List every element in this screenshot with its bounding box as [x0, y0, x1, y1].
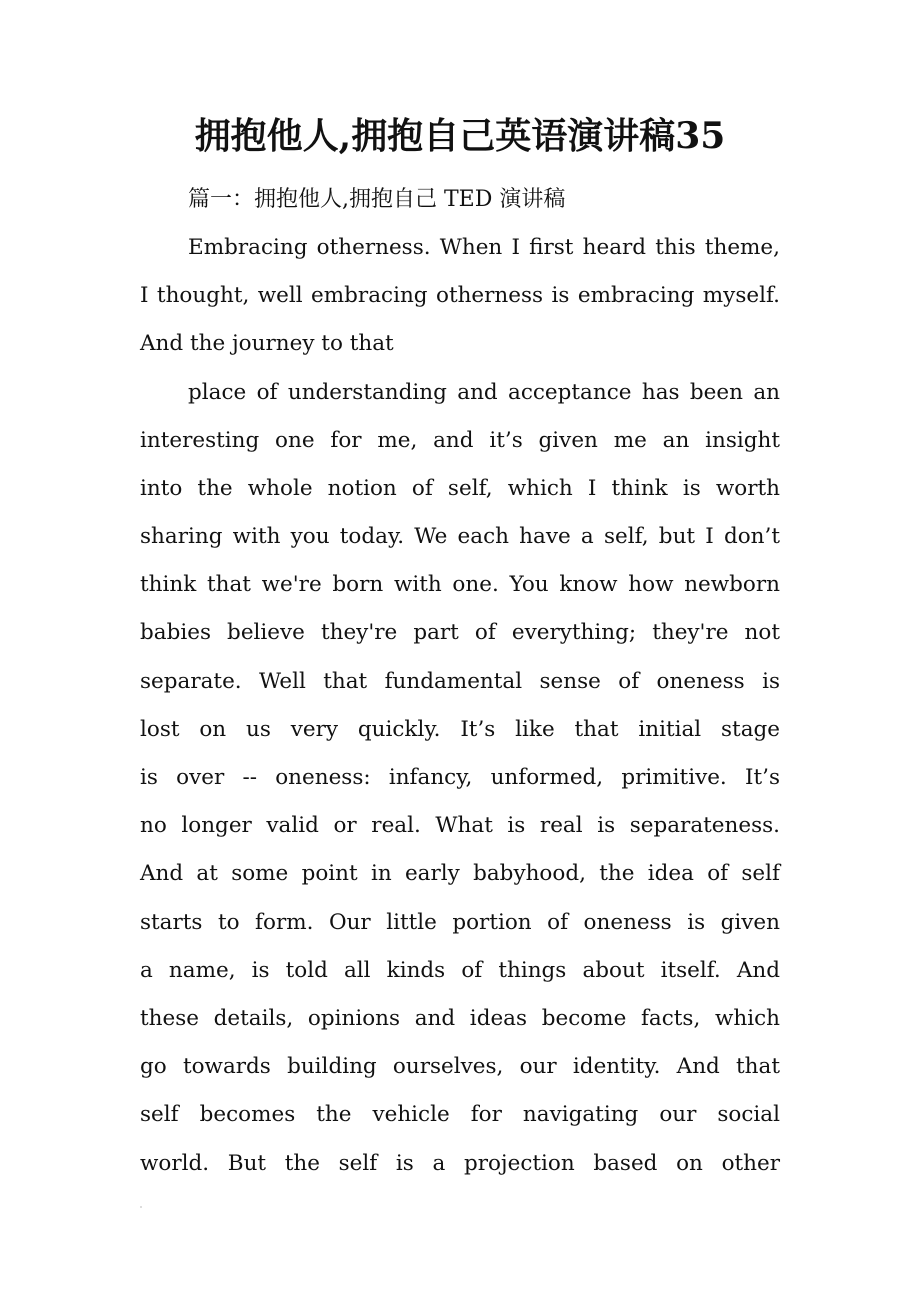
- body-line: babies believe they're part of everything; they're not: [140, 620, 780, 645]
- body-line: I thought, well embracing otherness is embracing myself.: [140, 283, 780, 308]
- body-line: no longer valid or real. What is real is separateness.: [140, 813, 780, 838]
- body-line: sharing with you today. We each have a self, but I don’t: [140, 524, 780, 549]
- section-heading: 篇一：拥抱他人,拥抱自己 TED 演讲稿: [188, 187, 566, 212]
- body-line: place of understanding and acceptance has been an: [188, 380, 780, 405]
- body-line: self becomes the vehicle for navigating our social: [140, 1102, 780, 1127]
- body-line: And the journey to that: [140, 331, 394, 356]
- body-line: And at some point in early babyhood, the idea of self: [140, 861, 780, 886]
- page-speck: [140, 1206, 142, 1208]
- body-line: interesting one for me, and it’s given me an insight: [140, 428, 780, 453]
- body-line: think that we're born with one. You know how newborn: [140, 572, 780, 597]
- body-line: separate. Well that fundamental sense of oneness is: [140, 669, 780, 694]
- body-line: into the whole notion of self, which I think is worth: [140, 476, 780, 501]
- body-line: Embracing otherness. When I first heard this theme,: [188, 235, 780, 260]
- body-line: is over -- oneness: infancy, unformed, primitive. It’s: [140, 765, 780, 790]
- document-title: 拥抱他人,拥抱自己英语演讲稿35: [194, 115, 726, 157]
- body-line: world. But the self is a projection based on other: [140, 1151, 780, 1176]
- body-line: starts to form. Our little portion of oneness is given: [140, 910, 780, 935]
- body-line: go towards building ourselves, our identity. And that: [140, 1054, 780, 1079]
- body-line: these details, opinions and ideas become facts, which: [140, 1006, 780, 1031]
- body-line: a name, is told all kinds of things about itself. And: [140, 958, 780, 983]
- body-line: lost on us very quickly. It’s like that initial stage: [140, 717, 780, 742]
